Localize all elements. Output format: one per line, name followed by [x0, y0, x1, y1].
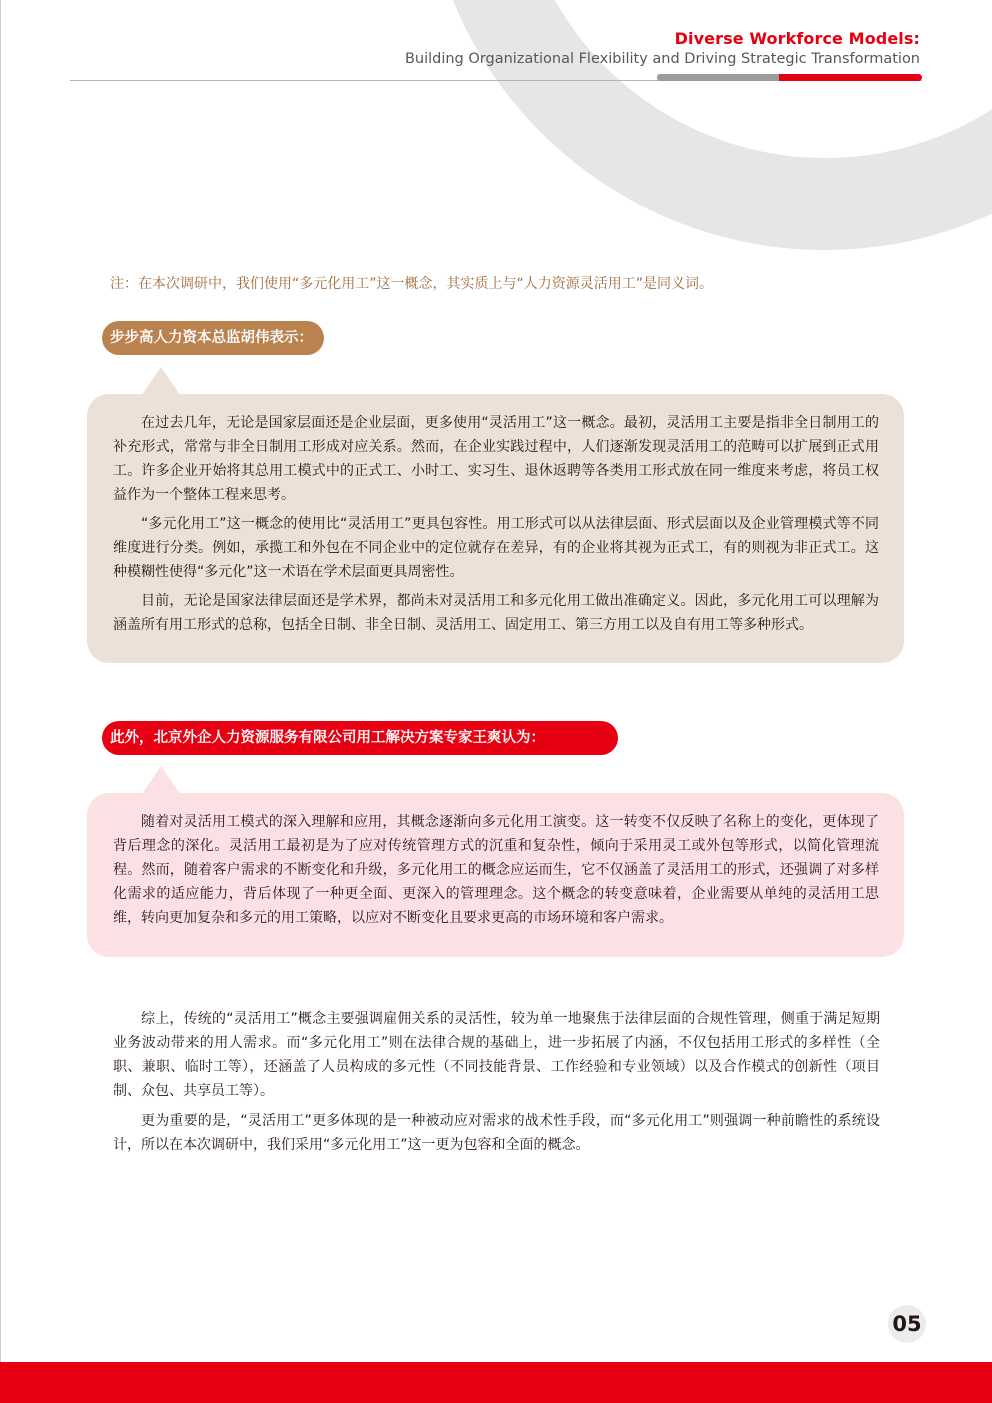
quote2-box [87, 793, 904, 957]
survey-note: 注：在本次调研中，我们使用“多元化用工”这一概念，其实质上与“人力资源灵活用工”是同义词。 [110, 276, 714, 292]
quote1-box [87, 394, 904, 663]
quote1-text [113, 411, 879, 642]
summary-paragraph-2: 更为重要的是，“灵活用工”更多体现的是一种被动应对需求的战术性手段，而“多元化用工”则强调一种前瞻性的系统设计，所以在本次调研中，我们采用“多元化用工”这一更为包容和全面的概念。 [113, 1113, 880, 1153]
footer-bar [0, 1362, 992, 1403]
header-subtitle: Building Organizational Flexibility and Driving Strategic Transformation [404, 51, 920, 67]
quote2-pointer [142, 766, 180, 794]
header-accent-bar-grey [657, 74, 781, 81]
quote1-paragraph-2: “多元化用工”这一概念的使用比“灵活用工”更具包容性。用工形式可以从法律层面、形式层面以及企业管理模式等不同维度进行分类。例如，承揽工和外包在不同企业中的定位就存在差异，有的企业将其视为正式工，有的则视为非正式工。这种模糊性使得“多元化”这一术语在学术层面更具周密性。 [113, 516, 879, 580]
header-title: Diverse Workforce Models: [674, 29, 920, 48]
quote2-text [113, 810, 879, 935]
quote2-speaker-tag: 此外，北京外企人力资源服务有限公司用工解决方案专家王爽认为： [102, 721, 618, 755]
page-header [405, 29, 920, 70]
quote1-paragraph-1: 在过去几年，无论是国家层面还是企业层面，更多使用“灵活用工”这一概念。最初，灵活用工主要是指非全日制用工的补充形式，常常与非全日制用工形成对应关系。然而，在企业实践过程中，人们逐渐发现灵活用工的范畴可以扩展到正式用工。许多企业开始将其总用工模式中的正式工、小时工、实习生、退休返聘等各类用工形式放在同一维度来考虑，将员工权益作为一个整体工程来思考。 [113, 415, 879, 503]
quote1-speaker-tag: 步步高人力资本总监胡伟表示： [102, 321, 324, 355]
page-number: 05 [888, 1305, 926, 1343]
quote1-paragraph-3: 目前，无论是国家法律层面还是学术界，都尚未对灵活用工和多元化用工做出准确定义。因此，多元化用工可以理解为涵盖所有用工形式的总称，包括全日制、非全日制、灵活用工、固定用工、第三方用工以及自有用工等多种形式。 [113, 593, 879, 633]
header-accent-bar-red [779, 74, 922, 81]
quote1-pointer [142, 367, 180, 395]
summary-paragraph-1: 综上，传统的“灵活用工”概念主要强调雇佣关系的灵活性，较为单一地聚焦于法律层面的合规性管理，侧重于满足短期业务波动带来的用人需求。而“多元化用工”则在法律合规的基础上，进一步拓展了内涵，不仅包括用工形式的多样性（全职、兼职、临时工等），还涵盖了人员构成的多元性（不同技能背景、工作经验和专业领域）以及合作模式的创新性（项目制、众包、共享员工等）。 [113, 1011, 880, 1099]
quote2-paragraph-1: 随着对灵活用工模式的深入理解和应用，其概念逐渐向多元化用工演变。这一转变不仅反映了名称上的变化，更体现了背后理念的深化。灵活用工最初是为了应对传统管理方式的沉重和复杂性，倾向于采用灵工或外包等形式，以简化管理流程。然而，随着客户需求的不断变化和升级，多元化用工的概念应运而生，它不仅涵盖了灵活用工的形式，还强调了对多样化需求的适应能力，背后体现了一种更全面、更深入的管理理念。这个概念的转变意味着，企业需要从单纯的灵活用工思维，转向更加复杂和多元的用工策略，以应对不断变化且要求更高的市场环境和客户需求。 [113, 814, 879, 926]
left-edge-rule [0, 0, 1, 1403]
summary-text [113, 1007, 880, 1163]
